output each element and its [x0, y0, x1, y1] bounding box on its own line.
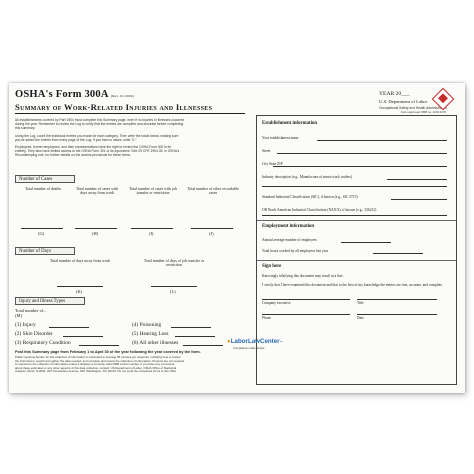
col-l-letter: (L): [170, 289, 176, 294]
poisoning-field[interactable]: [171, 322, 211, 328]
deaths-label: Total number of deaths: [25, 187, 61, 191]
job-transfer-cases-label: Total number of cases with job transfer or restriction: [128, 187, 178, 196]
col-i-letter: (I): [149, 231, 154, 236]
date-label: Date: [357, 316, 364, 320]
injury-type-other: (6) All other illnesses: [132, 340, 179, 346]
post-notice: Post this Summary page from February 1 to April 30 of the year following the year covered by the form.: [15, 350, 201, 354]
form-subtitle: Summary of Work-Related Injuries and Illnesses: [15, 102, 213, 112]
days-transfer-field[interactable]: [151, 281, 197, 287]
avg-employees-field[interactable]: [341, 242, 391, 243]
section-divider: [257, 220, 456, 221]
city-state-zip-label: City State ZIP: [262, 162, 283, 166]
job-transfer-cases-field[interactable]: [131, 223, 173, 229]
deaths-field[interactable]: [21, 223, 63, 229]
employment-header: Employment information: [262, 224, 315, 229]
company-exec-field[interactable]: [262, 299, 350, 300]
col-h-letter: (H): [92, 231, 99, 236]
street-field[interactable]: [277, 153, 447, 154]
agency-label: Occupational Safety and Health Administration: [379, 106, 447, 110]
total-number-label: Total number of...: [15, 308, 47, 313]
col-m-letter: (M): [15, 313, 22, 318]
city-state-zip-field[interactable]: [273, 166, 447, 167]
col-g-letter: (G): [38, 231, 45, 236]
days-transfer-label: Total number of days of job transfer or restriction: [143, 259, 205, 268]
number-of-cases-header: Number of Cases: [15, 175, 75, 183]
year-label[interactable]: YEAR 20___: [379, 91, 410, 97]
certification-text: I certify that I have examined this document and that to the best of my knowledge the entries are true, accurate, and complete.: [262, 283, 443, 287]
naics-field[interactable]: [262, 215, 447, 216]
company-exec-label: Company executive: [262, 301, 291, 305]
date-field[interactable]: [357, 314, 437, 315]
title-field[interactable]: [357, 299, 437, 300]
phone-field[interactable]: [262, 314, 350, 315]
days-away-cases-field[interactable]: [75, 223, 117, 229]
injury-type-skin: (2) Skin Disorder: [15, 331, 53, 337]
section-divider-2: [257, 260, 456, 261]
form-title: OSHA's Form 300A (Rev. 01/2004): [15, 89, 134, 100]
title-label: Title: [357, 301, 364, 305]
establishment-panel: [256, 115, 457, 385]
laborlawcenter-logo: ●LaborLawCenter™: [227, 338, 283, 345]
other-cases-field[interactable]: [191, 223, 233, 229]
avg-employees-label: Annual average number of employees: [262, 238, 317, 242]
burden-statement: Public reporting burden for this collection of information is estimated to average 58 minutes per response, including time to review the instructions, search and gather the data needed, and complete and review the collection of information. Persons are not required to respond to the collection of information unless it displays a currently valid OMB control number. If you have any comments about these estimates or any other aspects of this data collection, contact: US Department of Labor, OSHA Office of Statistical Analysis, Room N-3644, 200 Constitution Avenue, NW, Washington, DC 20210. Do not send the completed forms to this office.: [15, 355, 185, 374]
injury-types-header: Injury and Illness Types: [15, 297, 85, 305]
total-hours-label: Total hours worked by all employees last year: [262, 249, 329, 253]
title-rule: [15, 113, 245, 114]
industry-field[interactable]: [387, 179, 447, 180]
omb-label: Form approved OMB no. 1218-0176: [401, 110, 446, 114]
days-away-cases-label: Total number of cases with days away from work: [75, 187, 119, 196]
injury-field[interactable]: [49, 322, 89, 328]
col-j-letter: (J): [209, 231, 214, 236]
injury-type-injury: (1) Injury: [15, 322, 36, 328]
instructions: All establishments covered by Part 1904 must complete this Summary page, even if no injuries or illnesses occurred during the year. Remember to review the Log to verify that the entries are complete and accurate before completing this summary. Using the Log, count the individual entries you made for each category. Then write the totals below, making sure you've added the entries from every page of the Log. If you had no cases, write "0." Employees, former employees, and their representatives have the right to review the OSHA Form 300 in its entirety. They also have limited access to the OSHA Form 301 or its equivalent. See 29 CFR 1904.35, in OSHA's Recordkeeping rule, for further details on the access provisions for these forms.: [15, 118, 185, 158]
injury-type-poisoning: (4) Poisoning: [132, 322, 162, 328]
street-label: Street: [262, 149, 271, 153]
establishment-header: Establishment information: [262, 121, 318, 126]
hearing-loss-field[interactable]: [175, 331, 215, 337]
total-hours-field[interactable]: [373, 253, 423, 254]
establishment-name-label: Your establishment name: [262, 136, 299, 140]
industry-field-2[interactable]: [262, 186, 447, 187]
sic-field[interactable]: [391, 199, 447, 200]
days-away-label: Total number of days away from work: [50, 259, 110, 263]
sic-label: Standard Industrial Classification (SIC), if known (e.g., SIC 3715): [262, 195, 358, 199]
number-of-days-header: Number of Days: [15, 247, 75, 255]
brand-tagline: Compliance made simple: [233, 346, 265, 350]
sign-here-header: Sign here: [262, 264, 282, 269]
other-illness-field[interactable]: [183, 340, 223, 346]
naics-label: OR North American Industrial Classification (NAICS), if known (e.g., 336212): [262, 208, 377, 212]
days-away-field[interactable]: [57, 281, 103, 287]
dept-label: U.S. Department of Labor: [379, 99, 428, 104]
injury-type-respiratory: (3) Respiratory Condition: [15, 340, 71, 346]
industry-label: Industry description (e.g., Manufacture of motor truck trailers): [262, 175, 353, 179]
phone-label: Phone: [262, 316, 271, 320]
establishment-name-field[interactable]: [317, 140, 447, 141]
injury-type-hearing: (5) Hearing Loss: [132, 331, 169, 337]
col-k-letter: (K): [76, 289, 83, 294]
other-cases-label: Total number of other recordable cases: [187, 187, 239, 196]
osha-300a-form: [9, 83, 465, 393]
skin-disorder-field[interactable]: [63, 331, 103, 337]
respiratory-field[interactable]: [79, 340, 119, 346]
falsify-warning: Knowingly falsifying this document may result in a fine.: [262, 274, 344, 278]
